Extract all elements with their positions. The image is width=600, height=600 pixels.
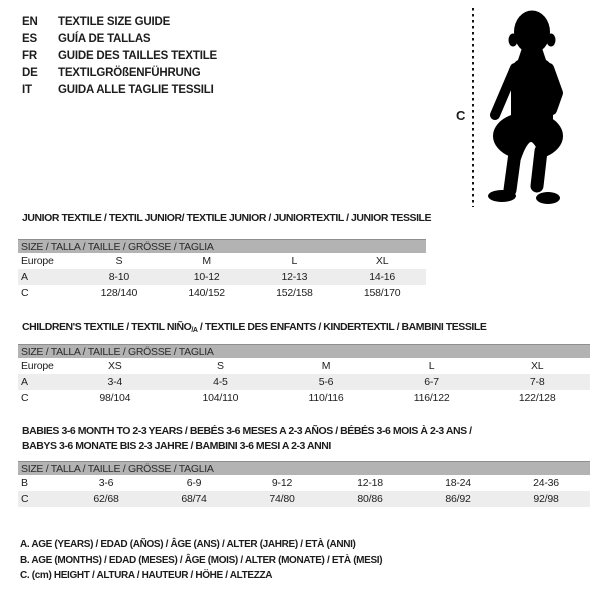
col-header: M [202,255,211,267]
col-header: XS [107,360,122,372]
cell-value: 104/110 [202,392,239,404]
cell-value: 6-9 [186,477,202,489]
region-label: Europe [21,255,54,267]
babies-title-line1: BABIES 3-6 MONTH TO 2-3 YEARS / BEBÉS 3-6 MESES A 2-3 AÑOS / BÉBÉS 3-6 MOIS À 2-3 ANS / [22,425,472,437]
junior-size-table [18,239,426,301]
cell-value: 80/86 [357,493,383,505]
children-table-title: CHILDREN'S TEXTILE / TEXTIL $NIÑO_{/A}$ / TEXTILE DES ENFANTS / KINDERTEXTIL / BAMBINI TESSILE [22,321,487,334]
cell-value: 110/116 [308,392,344,404]
babies-title-line2: BABYS 3-6 MONATE BIS 2-3 JAHRE / BAMBINI 3-6 MESI A 2-3 ANNI [22,439,331,452]
cell-value: 5-6 [318,376,334,388]
row-label: A [21,376,28,388]
language-row-es [22,30,217,47]
row-label: A [21,271,28,283]
row-label: C [21,392,29,404]
table-row-a [18,374,590,390]
language-row-it [22,81,217,98]
row-label: C [21,493,29,505]
language-row-de [22,64,217,81]
language-code: FR [22,49,37,62]
size-header-bar [18,344,590,358]
cell-value: 116/122 [413,392,450,404]
babies-table-title [22,424,472,453]
language-code: ES [22,32,37,45]
note-height-cm: C. (cm) HEIGHT / ALTURA / HAUTEUR / HÖHE / ALTEZZA [20,570,273,581]
language-code: DE [22,66,38,79]
size-header-text: SIZE / TALLA / TAILLE / GRÖSSE / TAGLIA [21,240,214,253]
cell-value: 140/152 [188,287,225,299]
row-label: B [21,477,28,489]
guide-title-es: GUÍA DE TALLAS [58,32,151,45]
table-row-c [18,491,590,507]
cell-value: 7-8 [529,376,545,388]
legend-notes [20,537,382,584]
guide-title-it: GUIDA ALLE TAGLIE TESSILI [58,83,214,96]
cell-value: 12-18 [357,477,383,489]
cell-value: 18-24 [445,477,471,489]
cell-value: 62/68 [93,493,119,505]
cell-value: 152/158 [276,287,313,299]
cell-value: 6-7 [424,376,439,388]
cell-value: 12-13 [281,271,308,283]
column-header-row [18,253,426,269]
cell-value: 9-12 [271,477,293,489]
guide-title-de: TEXTILGRÖßENFÜHRUNG [58,66,201,79]
language-list [22,13,217,98]
size-header-text: SIZE / TALLA / TAILLE / GRÖSSE / TAGLIA [21,462,214,475]
note-age-months: B. AGE (MONTHS) / EDAD (MESES) / ÂGE (MOIS) / ALTER (MONATE) / ETÀ (MESI) [20,554,383,566]
note-age-years: A. AGE (YEARS) / EDAD (AÑOS) / ÂGE (ANS) / ALTER (JAHRE) / ETÀ (ANNI) [20,539,356,550]
cell-value: 86/92 [445,493,471,505]
size-header-bar [18,239,426,253]
size-header-text: SIZE / TALLA / TAILLE / GRÖSSE / TAGLIA [21,345,214,358]
col-header: S [216,360,224,372]
height-measure-label: C [456,108,466,123]
cell-value: 68/74 [181,493,207,505]
col-header: XL [375,255,389,267]
language-row-en [22,13,217,30]
cell-value: 10-12 [193,271,220,283]
cell-value: 158/170 [363,287,401,299]
language-code: EN [22,15,38,28]
language-row-fr [22,47,217,64]
guide-title-en: TEXTILE SIZE GUIDE [58,15,171,28]
language-code: IT [22,83,32,96]
row-label: C [21,287,29,299]
size-header-bar [18,461,590,475]
cell-value: 14-16 [369,271,396,283]
column-header-row [18,358,590,374]
table-row-b [18,475,590,491]
table-row-c [18,390,590,406]
height-measure-dashed-line [472,8,474,207]
cell-value: 3-4 [107,376,123,388]
col-header: M [321,360,331,372]
junior-table-title: JUNIOR TEXTILE / TEXTIL JUNIOR/ TEXTILE JUNIOR / JUNIORTEXTIL / JUNIOR TESSILE [22,212,432,224]
children-size-table [18,344,590,406]
cell-value: 128/140 [100,287,138,299]
cell-value: 74/80 [269,493,295,505]
col-header: XL [530,360,544,372]
cell-value: 24-36 [533,477,559,489]
region-label: Europe [21,360,54,372]
babies-size-table [18,461,590,507]
guide-title-fr: GUIDE DES TAILLES TEXTILE [58,49,217,62]
table-row-a [18,269,426,285]
cell-value: 92/98 [533,493,559,505]
col-header: S [115,255,123,267]
cell-value: 3-6 [98,477,114,489]
col-header: L [428,360,435,372]
table-row-c [18,285,426,301]
cell-value: 4-5 [213,376,228,388]
baby-silhouette-image [482,8,580,210]
cell-value: 98/104 [99,392,131,404]
cell-value: 8-10 [108,271,129,283]
col-header: L [291,255,298,267]
cell-value: 122/128 [518,392,556,404]
